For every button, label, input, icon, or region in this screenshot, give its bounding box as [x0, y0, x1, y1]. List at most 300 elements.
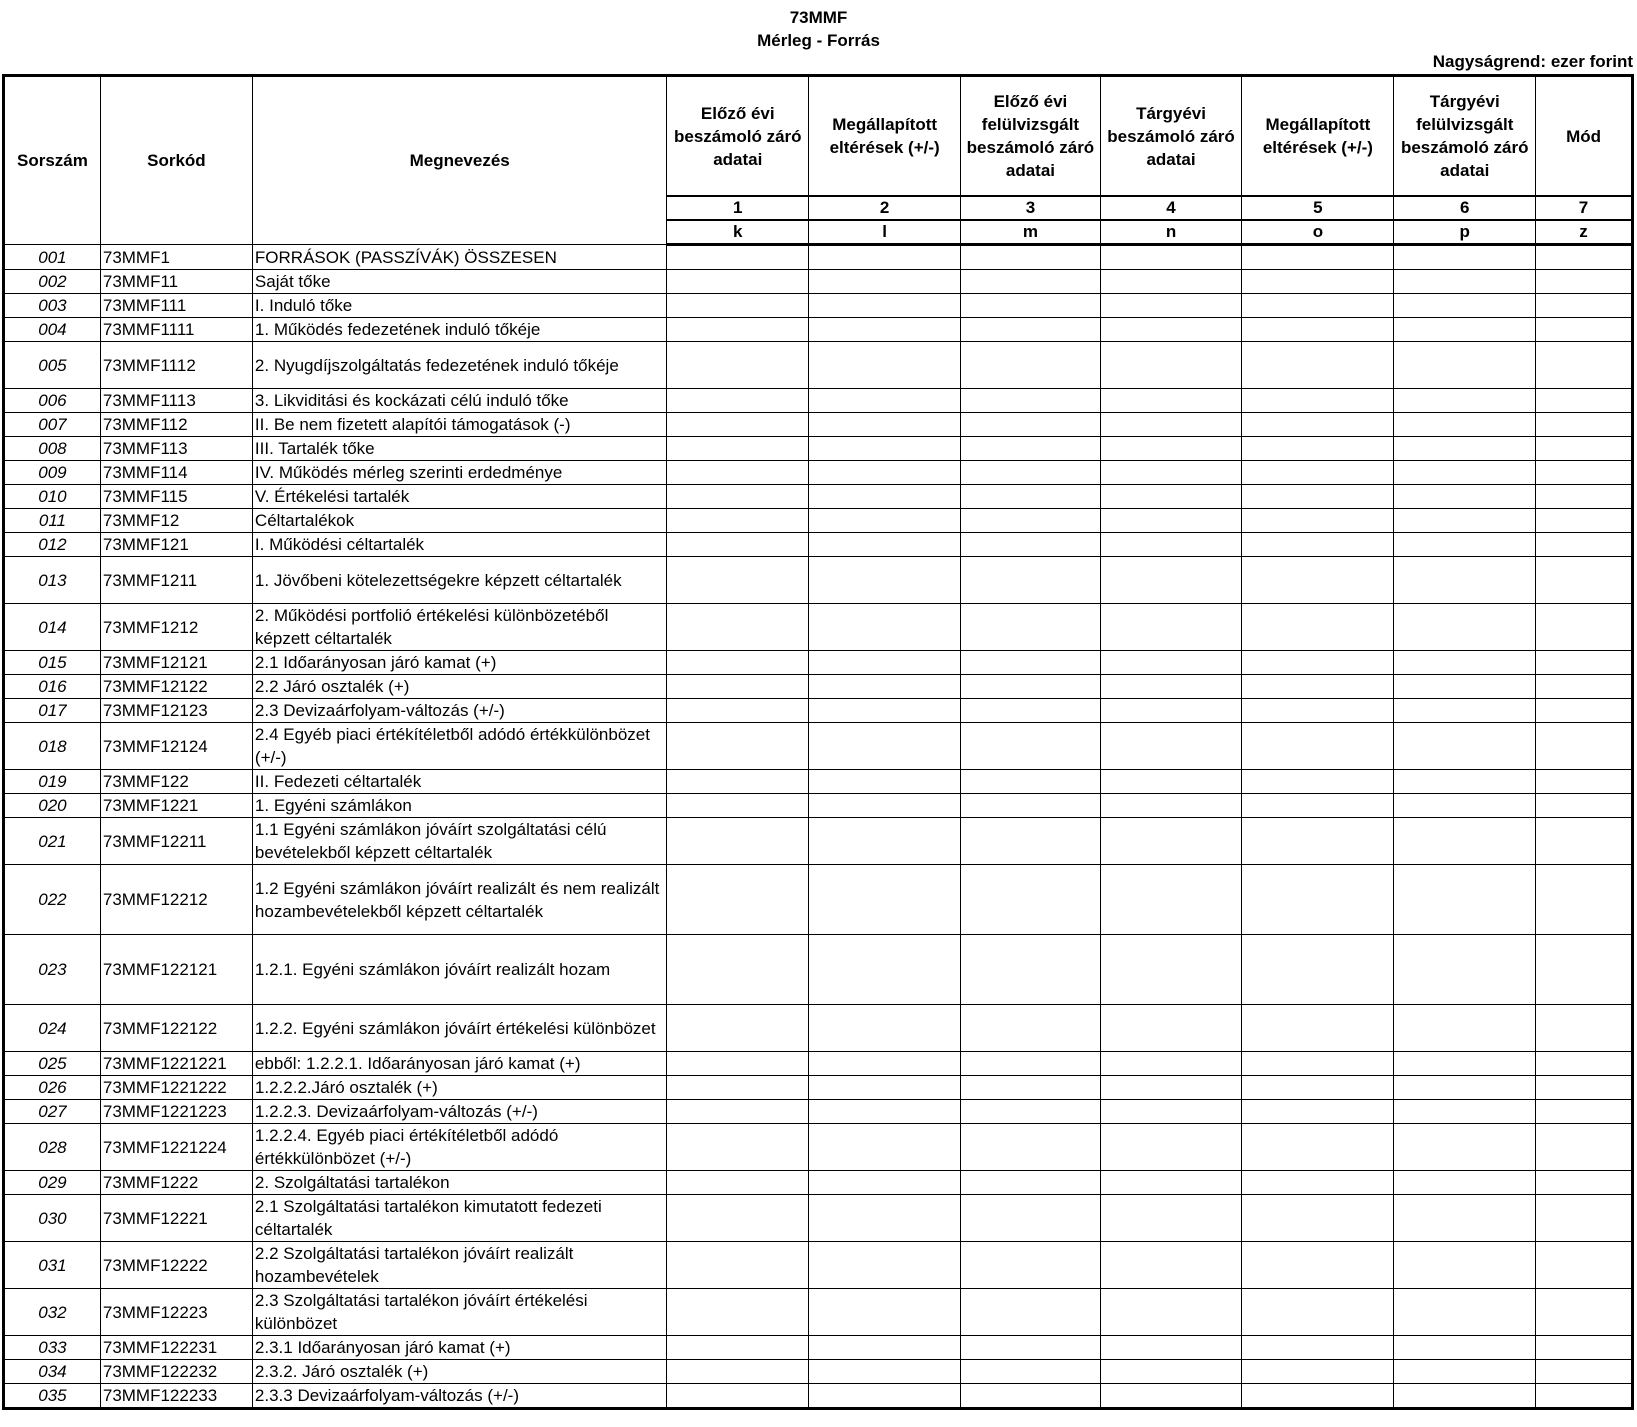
value-cell-col-4[interactable]: [1100, 675, 1242, 699]
row-megnevezes: 2.3.1 Időarányosan járó kamat (+): [252, 1336, 667, 1360]
value-cell-col-2[interactable]: [809, 651, 961, 675]
value-cell-col-2[interactable]: [809, 1336, 961, 1360]
value-cell-col-6[interactable]: [1394, 1336, 1536, 1360]
header-col-7: Mód: [1536, 76, 1633, 197]
value-cell-col-6[interactable]: [1394, 651, 1536, 675]
value-cell-col-3[interactable]: [961, 294, 1101, 318]
value-cell-col-1[interactable]: [667, 294, 809, 318]
value-cell-col-2[interactable]: [809, 509, 961, 533]
value-cell-col-3[interactable]: [961, 1005, 1101, 1052]
row-sorkod: 73MMF12124: [100, 723, 252, 770]
value-cell-col-4[interactable]: [1100, 651, 1242, 675]
row-sorkod: 73MMF1221221: [100, 1052, 252, 1076]
value-cell-col-7[interactable]: [1536, 699, 1633, 723]
value-cell-col-3[interactable]: [961, 1076, 1101, 1100]
value-cell-col-2[interactable]: [809, 1100, 961, 1124]
value-cell-col-1[interactable]: [667, 723, 809, 770]
value-cell-col-3[interactable]: [961, 865, 1101, 935]
row-sorkod: 73MMF1113: [100, 389, 252, 413]
header-col-3: Előző évi felülvizsgált beszámoló záró adatai: [961, 76, 1101, 197]
value-cell-col-5[interactable]: [1242, 557, 1394, 604]
value-cell-col-3[interactable]: [961, 342, 1101, 389]
value-cell-col-7[interactable]: [1536, 1076, 1633, 1100]
value-cell-col-4[interactable]: [1100, 770, 1242, 794]
value-cell-col-6[interactable]: [1394, 557, 1536, 604]
row-sorkod: 73MMF12121: [100, 651, 252, 675]
value-cell-col-3[interactable]: [961, 437, 1101, 461]
value-cell-col-7[interactable]: [1536, 1005, 1633, 1052]
value-cell-col-4[interactable]: [1100, 1100, 1242, 1124]
value-cell-col-1[interactable]: [667, 770, 809, 794]
value-cell-col-3[interactable]: [961, 1289, 1101, 1336]
value-cell-col-3[interactable]: [961, 935, 1101, 1005]
row-sorszam: 029: [4, 1171, 101, 1195]
value-cell-col-5[interactable]: [1242, 270, 1394, 294]
value-cell-col-3[interactable]: [961, 1124, 1101, 1171]
value-cell-col-4[interactable]: [1100, 1360, 1242, 1384]
value-cell-col-1[interactable]: [667, 1289, 809, 1336]
row-sorkod: 73MMF122231: [100, 1336, 252, 1360]
value-cell-col-6[interactable]: [1394, 1005, 1536, 1052]
row-sorszam: 014: [4, 604, 101, 651]
value-cell-col-1[interactable]: [667, 794, 809, 818]
value-cell-col-5[interactable]: [1242, 509, 1394, 533]
value-cell-col-2[interactable]: [809, 1242, 961, 1289]
value-cell-col-5[interactable]: [1242, 1171, 1394, 1195]
value-cell-col-6[interactable]: [1394, 604, 1536, 651]
value-cell-col-6[interactable]: [1394, 1124, 1536, 1171]
value-cell-col-2[interactable]: [809, 342, 961, 389]
value-cell-col-3[interactable]: [961, 794, 1101, 818]
value-cell-col-7[interactable]: [1536, 1360, 1633, 1384]
row-sorszam: 028: [4, 1124, 101, 1171]
value-cell-col-6[interactable]: [1394, 294, 1536, 318]
value-cell-col-5[interactable]: [1242, 533, 1394, 557]
value-cell-col-1[interactable]: [667, 818, 809, 865]
row-sorszam: 035: [4, 1384, 101, 1409]
row-sorkod: 73MMF1111: [100, 318, 252, 342]
value-cell-col-4[interactable]: [1100, 389, 1242, 413]
value-cell-col-2[interactable]: [809, 1360, 961, 1384]
value-cell-col-2[interactable]: [809, 413, 961, 437]
table-row: [4, 1195, 1633, 1242]
value-cell-col-6[interactable]: [1394, 485, 1536, 509]
value-cell-col-3[interactable]: [961, 270, 1101, 294]
value-cell-col-2[interactable]: [809, 770, 961, 794]
value-cell-col-7[interactable]: [1536, 509, 1633, 533]
value-cell-col-5[interactable]: [1242, 461, 1394, 485]
header-col-4: Tárgyévi beszámoló záró adatai: [1100, 76, 1242, 197]
value-cell-col-4[interactable]: [1100, 1052, 1242, 1076]
value-cell-col-3[interactable]: [961, 675, 1101, 699]
value-cell-col-6[interactable]: [1394, 270, 1536, 294]
value-cell-col-4[interactable]: [1100, 1289, 1242, 1336]
value-cell-col-6[interactable]: [1394, 1171, 1536, 1195]
value-cell-col-5[interactable]: [1242, 818, 1394, 865]
value-cell-col-1[interactable]: [667, 389, 809, 413]
value-cell-col-5[interactable]: [1242, 723, 1394, 770]
value-cell-col-3[interactable]: [961, 651, 1101, 675]
value-cell-col-3[interactable]: [961, 509, 1101, 533]
value-cell-col-1[interactable]: [667, 461, 809, 485]
value-cell-col-3[interactable]: [961, 723, 1101, 770]
value-cell-col-6[interactable]: [1394, 342, 1536, 389]
value-cell-col-7[interactable]: [1536, 461, 1633, 485]
value-cell-col-6[interactable]: [1394, 1195, 1536, 1242]
value-cell-col-6[interactable]: [1394, 533, 1536, 557]
value-cell-col-5[interactable]: [1242, 935, 1394, 1005]
header-num-2: 2: [809, 196, 961, 220]
row-sorszam: 023: [4, 935, 101, 1005]
value-cell-col-3[interactable]: [961, 818, 1101, 865]
value-cell-col-7[interactable]: [1536, 651, 1633, 675]
value-cell-col-1[interactable]: [667, 865, 809, 935]
value-cell-col-1[interactable]: [667, 509, 809, 533]
row-sorkod: 73MMF12: [100, 509, 252, 533]
value-cell-col-6[interactable]: [1394, 1100, 1536, 1124]
value-cell-col-7[interactable]: [1536, 1124, 1633, 1171]
value-cell-col-6[interactable]: [1394, 675, 1536, 699]
table-row: [4, 1242, 1633, 1289]
value-cell-col-7[interactable]: [1536, 533, 1633, 557]
value-cell-col-1[interactable]: [667, 1384, 809, 1409]
value-cell-col-1[interactable]: [667, 1336, 809, 1360]
row-megnevezes: Céltartalékok: [252, 509, 667, 533]
value-cell-col-6[interactable]: [1394, 818, 1536, 865]
value-cell-col-4[interactable]: [1100, 509, 1242, 533]
value-cell-col-7[interactable]: [1536, 794, 1633, 818]
value-cell-col-4[interactable]: [1100, 318, 1242, 342]
value-cell-col-6[interactable]: [1394, 1289, 1536, 1336]
value-cell-col-1[interactable]: [667, 1052, 809, 1076]
value-cell-col-7[interactable]: [1536, 1171, 1633, 1195]
value-cell-col-7[interactable]: [1536, 1384, 1633, 1409]
value-cell-col-3[interactable]: [961, 533, 1101, 557]
value-cell-col-3[interactable]: [961, 1171, 1101, 1195]
value-cell-col-5[interactable]: [1242, 1360, 1394, 1384]
value-cell-col-5[interactable]: [1242, 699, 1394, 723]
value-cell-col-1[interactable]: [667, 935, 809, 1005]
value-cell-col-2[interactable]: [809, 604, 961, 651]
value-cell-col-3[interactable]: [961, 1100, 1101, 1124]
value-cell-col-2[interactable]: [809, 818, 961, 865]
value-cell-col-4[interactable]: [1100, 533, 1242, 557]
value-cell-col-6[interactable]: [1394, 1076, 1536, 1100]
row-megnevezes: 1.2.2.4. Egyéb piaci értékítéletből adódó értékkülönbözet (+/-): [252, 1124, 667, 1171]
value-cell-col-5[interactable]: [1242, 413, 1394, 437]
value-cell-col-4[interactable]: [1100, 245, 1242, 270]
value-cell-col-4[interactable]: [1100, 1195, 1242, 1242]
value-cell-col-4[interactable]: [1100, 413, 1242, 437]
value-cell-col-7[interactable]: [1536, 1336, 1633, 1360]
row-sorkod: 73MMF1222: [100, 1171, 252, 1195]
value-cell-col-6[interactable]: [1394, 1360, 1536, 1384]
value-cell-col-5[interactable]: [1242, 1005, 1394, 1052]
value-cell-col-1[interactable]: [667, 604, 809, 651]
value-cell-col-2[interactable]: [809, 1195, 961, 1242]
value-cell-col-7[interactable]: [1536, 1100, 1633, 1124]
value-cell-col-2[interactable]: [809, 1005, 961, 1052]
value-cell-col-2[interactable]: [809, 461, 961, 485]
value-cell-col-4[interactable]: [1100, 1384, 1242, 1409]
value-cell-col-5[interactable]: [1242, 485, 1394, 509]
table-row: [4, 1289, 1633, 1336]
row-megnevezes: 1. Jövőbeni kötelezettségekre képzett céltartalék: [252, 557, 667, 604]
value-cell-col-6[interactable]: [1394, 699, 1536, 723]
header-num-1: 1: [667, 196, 809, 220]
value-cell-col-3[interactable]: [961, 485, 1101, 509]
value-cell-col-3[interactable]: [961, 245, 1101, 270]
value-cell-col-3[interactable]: [961, 461, 1101, 485]
value-cell-col-6[interactable]: [1394, 509, 1536, 533]
value-cell-col-1[interactable]: [667, 485, 809, 509]
value-cell-col-6[interactable]: [1394, 245, 1536, 270]
value-cell-col-2[interactable]: [809, 1124, 961, 1171]
value-cell-col-5[interactable]: [1242, 1100, 1394, 1124]
value-cell-col-2[interactable]: [809, 437, 961, 461]
value-cell-col-7[interactable]: [1536, 437, 1633, 461]
value-cell-col-2[interactable]: [809, 245, 961, 270]
value-cell-col-7[interactable]: [1536, 485, 1633, 509]
value-cell-col-4[interactable]: [1100, 1242, 1242, 1289]
value-cell-col-3[interactable]: [961, 1195, 1101, 1242]
value-cell-col-2[interactable]: [809, 865, 961, 935]
value-cell-col-1[interactable]: [667, 1360, 809, 1384]
value-cell-col-2[interactable]: [809, 1052, 961, 1076]
value-cell-col-7[interactable]: [1536, 318, 1633, 342]
value-cell-col-7[interactable]: [1536, 865, 1633, 935]
row-sorkod: 73MMF115: [100, 485, 252, 509]
value-cell-col-4[interactable]: [1100, 1171, 1242, 1195]
value-cell-col-7[interactable]: [1536, 1195, 1633, 1242]
value-cell-col-2[interactable]: [809, 794, 961, 818]
value-cell-col-2[interactable]: [809, 389, 961, 413]
value-cell-col-1[interactable]: [667, 651, 809, 675]
value-cell-col-7[interactable]: [1536, 557, 1633, 604]
value-cell-col-4[interactable]: [1100, 1336, 1242, 1360]
value-cell-col-3[interactable]: [961, 413, 1101, 437]
table-row: [4, 485, 1633, 509]
value-cell-col-4[interactable]: [1100, 342, 1242, 389]
value-cell-col-6[interactable]: [1394, 437, 1536, 461]
value-cell-col-2[interactable]: [809, 1076, 961, 1100]
value-cell-col-7[interactable]: [1536, 770, 1633, 794]
value-cell-col-2[interactable]: [809, 699, 961, 723]
table-row: [4, 651, 1633, 675]
value-cell-col-5[interactable]: [1242, 1195, 1394, 1242]
value-cell-col-4[interactable]: [1100, 1124, 1242, 1171]
row-sorkod: 73MMF1212: [100, 604, 252, 651]
value-cell-col-5[interactable]: [1242, 318, 1394, 342]
value-cell-col-2[interactable]: [809, 294, 961, 318]
value-cell-col-4[interactable]: [1100, 485, 1242, 509]
value-cell-col-2[interactable]: [809, 723, 961, 770]
row-sorszam: 027: [4, 1100, 101, 1124]
value-cell-col-2[interactable]: [809, 557, 961, 604]
value-cell-col-3[interactable]: [961, 318, 1101, 342]
value-cell-col-6[interactable]: [1394, 794, 1536, 818]
row-megnevezes: 2. Működési portfolió értékelési különbözetéből képzett céltartalék: [252, 604, 667, 651]
value-cell-col-1[interactable]: [667, 342, 809, 389]
value-cell-col-2[interactable]: [809, 935, 961, 1005]
value-cell-col-7[interactable]: [1536, 342, 1633, 389]
value-cell-col-4[interactable]: [1100, 935, 1242, 1005]
value-cell-col-3[interactable]: [961, 770, 1101, 794]
value-cell-col-6[interactable]: [1394, 935, 1536, 1005]
value-cell-col-7[interactable]: [1536, 245, 1633, 270]
table-row: [4, 389, 1633, 413]
row-sorszam: 031: [4, 1242, 101, 1289]
value-cell-col-1[interactable]: [667, 1100, 809, 1124]
value-cell-col-5[interactable]: [1242, 651, 1394, 675]
value-cell-col-1[interactable]: [667, 1005, 809, 1052]
value-cell-col-3[interactable]: [961, 699, 1101, 723]
value-cell-col-4[interactable]: [1100, 818, 1242, 865]
value-cell-col-7[interactable]: [1536, 723, 1633, 770]
value-cell-col-1[interactable]: [667, 675, 809, 699]
value-cell-col-7[interactable]: [1536, 675, 1633, 699]
value-cell-col-4[interactable]: [1100, 699, 1242, 723]
value-cell-col-1[interactable]: [667, 318, 809, 342]
value-cell-col-1[interactable]: [667, 699, 809, 723]
value-cell-col-3[interactable]: [961, 1360, 1101, 1384]
value-cell-col-7[interactable]: [1536, 270, 1633, 294]
value-cell-col-6[interactable]: [1394, 413, 1536, 437]
value-cell-col-2[interactable]: [809, 533, 961, 557]
value-cell-col-7[interactable]: [1536, 818, 1633, 865]
value-cell-col-7[interactable]: [1536, 1289, 1633, 1336]
value-cell-col-7[interactable]: [1536, 604, 1633, 651]
value-cell-col-7[interactable]: [1536, 935, 1633, 1005]
value-cell-col-1[interactable]: [667, 533, 809, 557]
table-row: [4, 1052, 1633, 1076]
row-megnevezes: 1. Egyéni számlákon: [252, 794, 667, 818]
value-cell-col-5[interactable]: [1242, 1289, 1394, 1336]
value-cell-col-4[interactable]: [1100, 557, 1242, 604]
value-cell-col-6[interactable]: [1394, 1052, 1536, 1076]
value-cell-col-5[interactable]: [1242, 675, 1394, 699]
value-cell-col-1[interactable]: [667, 557, 809, 604]
header-num-7: 7: [1536, 196, 1633, 220]
value-cell-col-7[interactable]: [1536, 413, 1633, 437]
table-row: [4, 723, 1633, 770]
value-cell-col-5[interactable]: [1242, 865, 1394, 935]
value-cell-col-7[interactable]: [1536, 294, 1633, 318]
value-cell-col-5[interactable]: [1242, 794, 1394, 818]
value-cell-col-2[interactable]: [809, 1384, 961, 1409]
value-cell-col-6[interactable]: [1394, 770, 1536, 794]
header-row-labels: [4, 76, 1633, 197]
value-cell-col-6[interactable]: [1394, 461, 1536, 485]
value-cell-col-1[interactable]: [667, 245, 809, 270]
value-cell-col-6[interactable]: [1394, 865, 1536, 935]
value-cell-col-4[interactable]: [1100, 437, 1242, 461]
value-cell-col-1[interactable]: [667, 1195, 809, 1242]
value-cell-col-3[interactable]: [961, 1384, 1101, 1409]
value-cell-col-3[interactable]: [961, 1336, 1101, 1360]
header-num-3: 3: [961, 196, 1101, 220]
table-row: [4, 1360, 1633, 1384]
row-megnevezes: 2.2 Szolgáltatási tartalékon jóváírt realizált hozambevételek: [252, 1242, 667, 1289]
header-num-6: 6: [1394, 196, 1536, 220]
value-cell-col-5[interactable]: [1242, 604, 1394, 651]
value-cell-col-1[interactable]: [667, 437, 809, 461]
header-col-2: Megállapított eltérések (+/-): [809, 76, 961, 197]
value-cell-col-4[interactable]: [1100, 794, 1242, 818]
value-cell-col-4[interactable]: [1100, 723, 1242, 770]
value-cell-col-7[interactable]: [1536, 389, 1633, 413]
row-sorkod: 73MMF1221: [100, 794, 252, 818]
row-sorszam: 002: [4, 270, 101, 294]
value-cell-col-5[interactable]: [1242, 389, 1394, 413]
value-cell-col-2[interactable]: [809, 485, 961, 509]
value-cell-col-5[interactable]: [1242, 1336, 1394, 1360]
row-sorkod: 73MMF1: [100, 245, 252, 270]
value-cell-col-1[interactable]: [667, 270, 809, 294]
value-cell-col-2[interactable]: [809, 318, 961, 342]
value-cell-col-3[interactable]: [961, 1052, 1101, 1076]
value-cell-col-5[interactable]: [1242, 1124, 1394, 1171]
value-cell-col-5[interactable]: [1242, 245, 1394, 270]
value-cell-col-5[interactable]: [1242, 770, 1394, 794]
table-body: [4, 245, 1633, 1409]
value-cell-col-3[interactable]: [961, 1242, 1101, 1289]
row-megnevezes: Saját tőke: [252, 270, 667, 294]
value-cell-col-2[interactable]: [809, 1171, 961, 1195]
value-cell-col-5[interactable]: [1242, 1242, 1394, 1289]
value-cell-col-4[interactable]: [1100, 1005, 1242, 1052]
value-cell-col-7[interactable]: [1536, 1052, 1633, 1076]
value-cell-col-1[interactable]: [667, 413, 809, 437]
value-cell-col-1[interactable]: [667, 1076, 809, 1100]
value-cell-col-4[interactable]: [1100, 1076, 1242, 1100]
row-megnevezes: I. Működési céltartalék: [252, 533, 667, 557]
value-cell-col-5[interactable]: [1242, 1052, 1394, 1076]
value-cell-col-4[interactable]: [1100, 294, 1242, 318]
value-cell-col-6[interactable]: [1394, 1242, 1536, 1289]
value-cell-col-3[interactable]: [961, 557, 1101, 604]
value-cell-col-5[interactable]: [1242, 1384, 1394, 1409]
value-cell-col-3[interactable]: [961, 604, 1101, 651]
value-cell-col-4[interactable]: [1100, 461, 1242, 485]
value-cell-col-1[interactable]: [667, 1242, 809, 1289]
value-cell-col-1[interactable]: [667, 1124, 809, 1171]
value-cell-col-3[interactable]: [961, 389, 1101, 413]
value-cell-col-2[interactable]: [809, 675, 961, 699]
value-cell-col-4[interactable]: [1100, 270, 1242, 294]
value-cell-col-5[interactable]: [1242, 294, 1394, 318]
value-cell-col-6[interactable]: [1394, 389, 1536, 413]
table-row: [4, 935, 1633, 1005]
value-cell-col-2[interactable]: [809, 270, 961, 294]
value-cell-col-1[interactable]: [667, 1171, 809, 1195]
value-cell-col-6[interactable]: [1394, 1384, 1536, 1409]
row-sorszam: 034: [4, 1360, 101, 1384]
value-cell-col-5[interactable]: [1242, 342, 1394, 389]
table-row: [4, 413, 1633, 437]
value-cell-col-2[interactable]: [809, 1289, 961, 1336]
header-letter-2: l: [809, 220, 961, 245]
value-cell-col-5[interactable]: [1242, 437, 1394, 461]
value-cell-col-6[interactable]: [1394, 318, 1536, 342]
value-cell-col-7[interactable]: [1536, 1242, 1633, 1289]
value-cell-col-5[interactable]: [1242, 1076, 1394, 1100]
value-cell-col-6[interactable]: [1394, 723, 1536, 770]
value-cell-col-4[interactable]: [1100, 865, 1242, 935]
row-megnevezes: 2.4 Egyéb piaci értékítéletből adódó értékkülönbözet (+/-): [252, 723, 667, 770]
value-cell-col-4[interactable]: [1100, 604, 1242, 651]
form-title-block: [0, 6, 1637, 52]
